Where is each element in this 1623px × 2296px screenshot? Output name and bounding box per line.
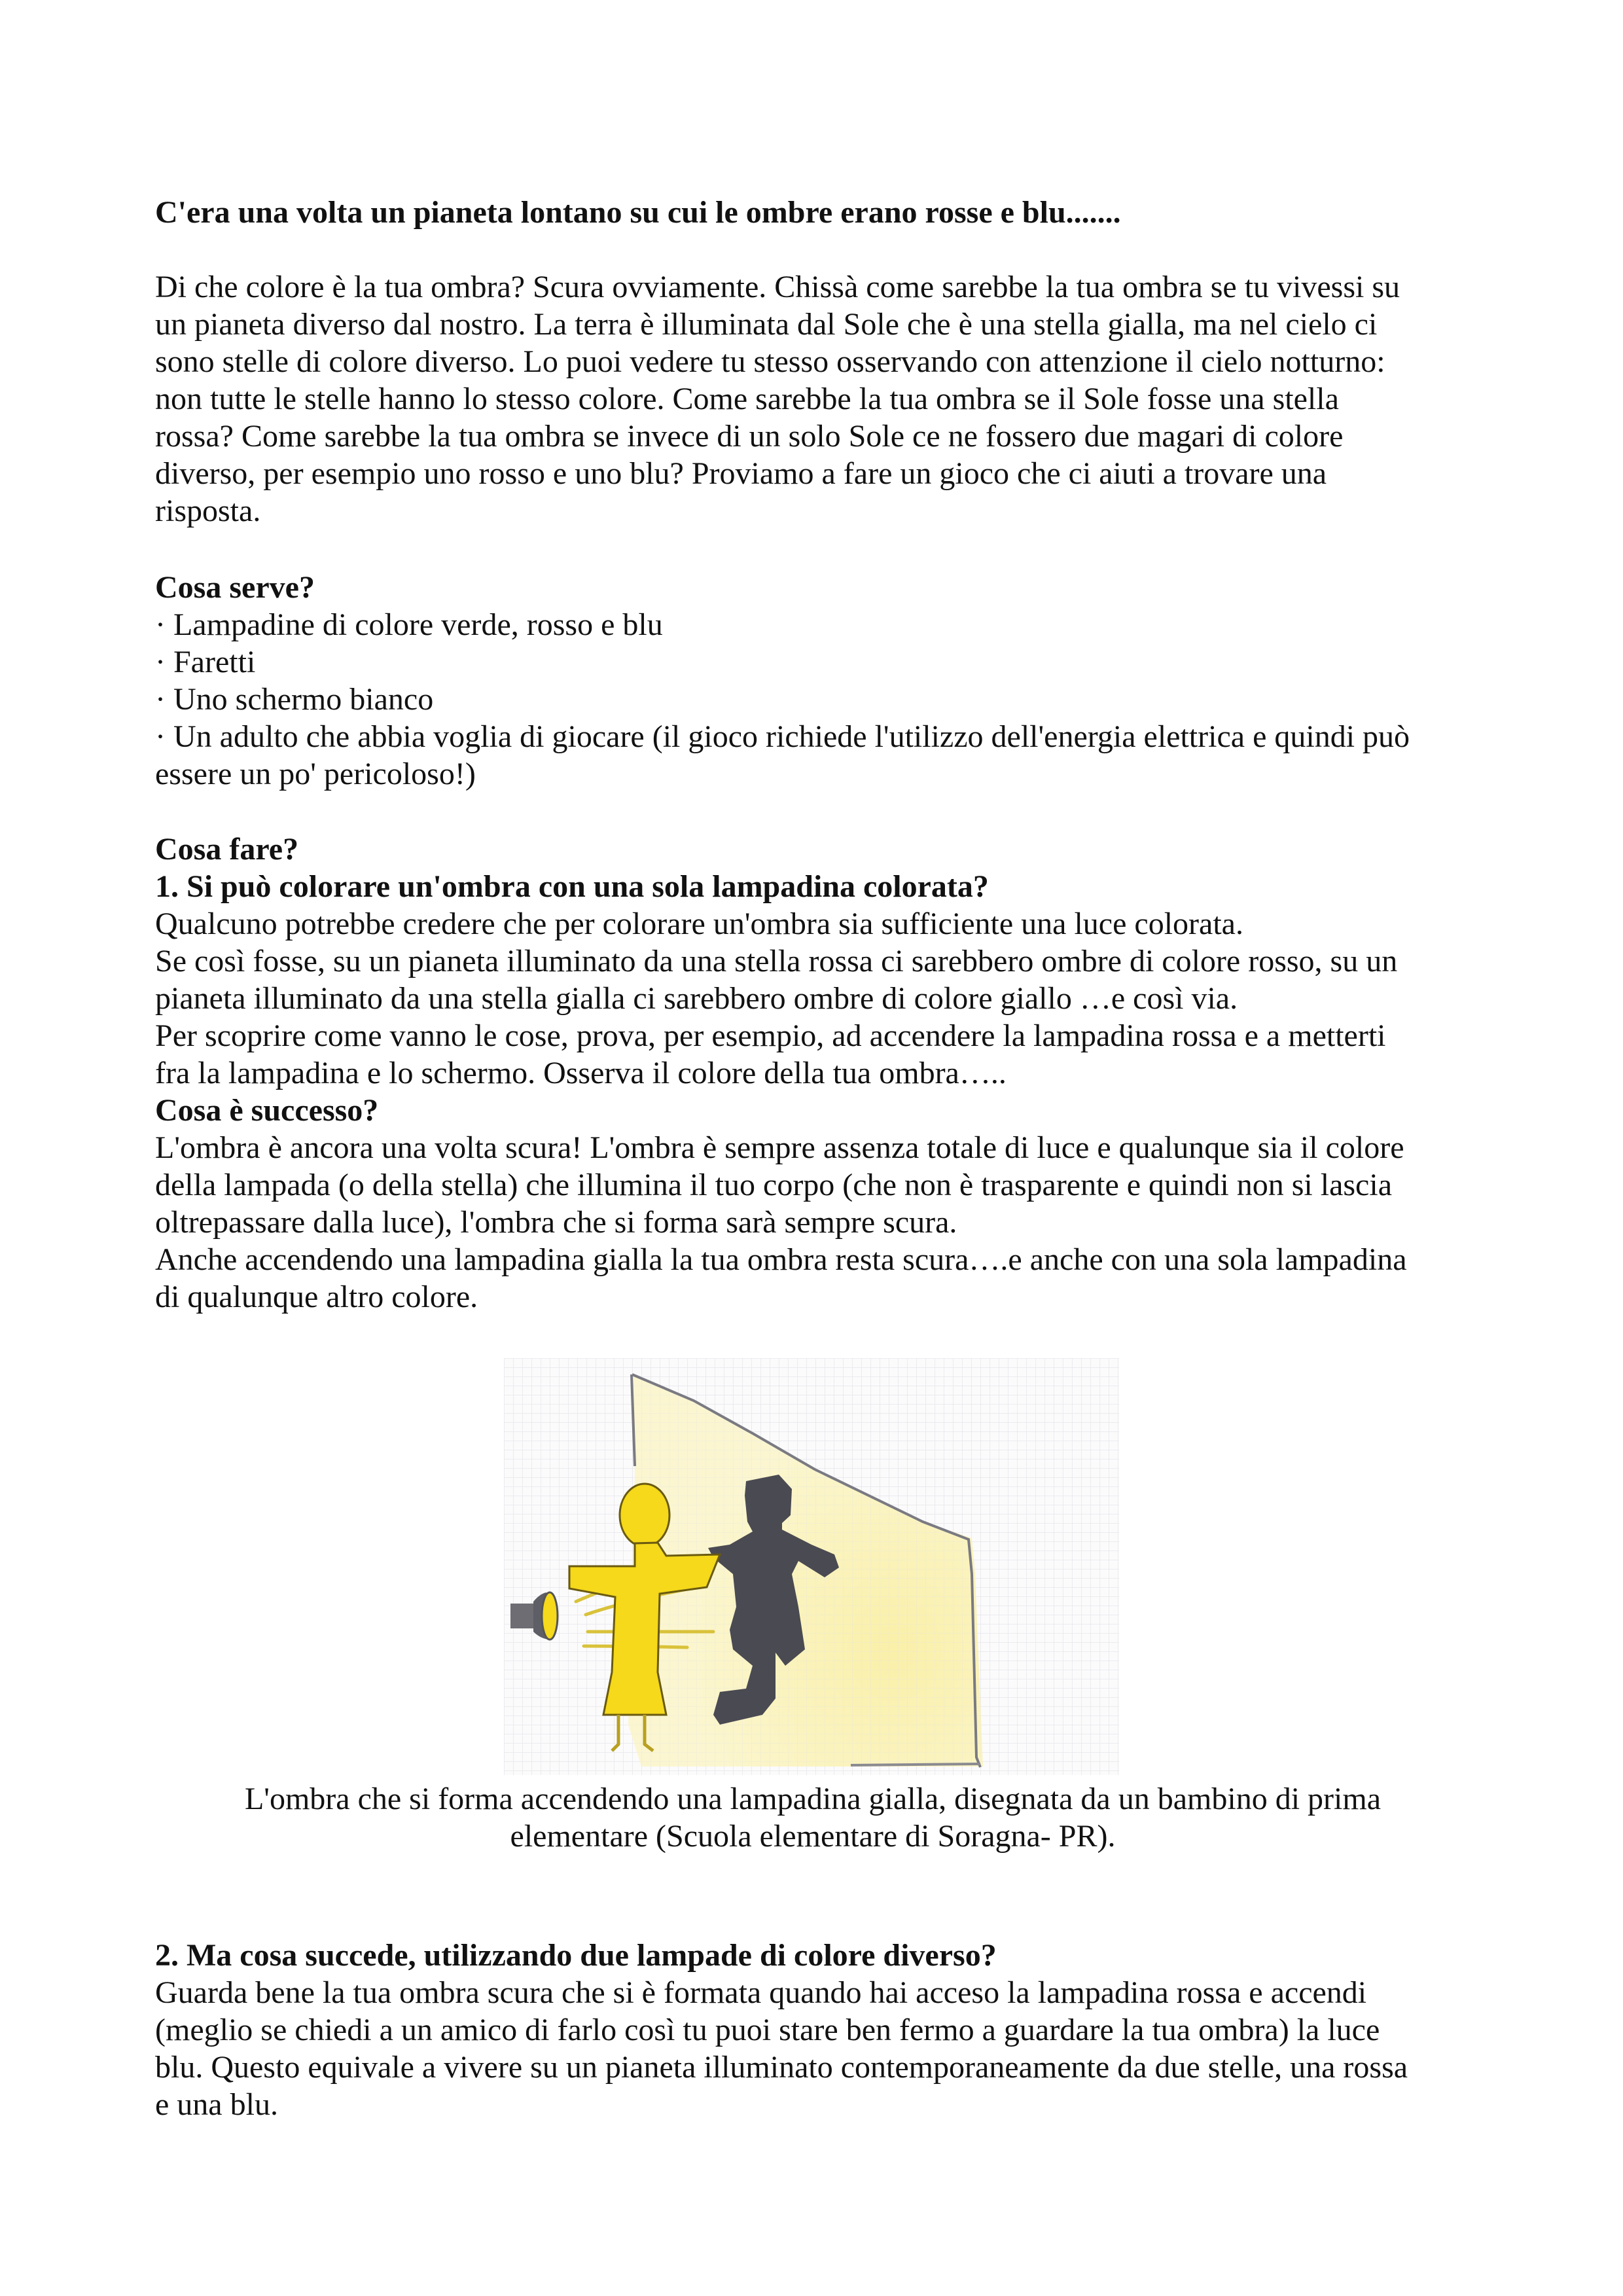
- step2-line: blu. Questo equivale a vivere su un pianeta illuminato contemporaneamente da due stelle, una rossa: [155, 2050, 1408, 2085]
- step2-line: Guarda bene la tua ombra scura che si è formata quando hai acceso la lampadina rossa e accendi: [155, 1975, 1367, 2010]
- materials-item: · Uno schermo bianco: [155, 682, 434, 717]
- instructions-section: [155, 831, 1477, 1316]
- step1-line: Qualcuno potrebbe credere che per colorare un'ombra sia sufficiente una luce colorata.: [155, 906, 1243, 941]
- intro-line: risposta.: [155, 493, 261, 528]
- intro-line: Di che colore è la tua ombra? Scura ovviamente. Chissà come sarebbe la tua ombra se tu vivessi su: [155, 270, 1400, 304]
- step2-line: (meglio se chiedi a un amico di farlo così tu puoi stare ben fermo a guardare la tua ombra) la luce: [155, 2013, 1380, 2047]
- step1-line: Per scoprire come vanno le cose, prova, per esempio, ad accendere la lampadina rossa e a metterti: [155, 1018, 1386, 1053]
- step1-result-line: della lampada (o della stella) che illumina il tuo corpo (che non è trasparente e quindi non si lascia: [155, 1168, 1392, 1202]
- step2-section: [155, 1937, 1477, 2123]
- step1-result-heading: Cosa è successo?: [155, 1093, 379, 1128]
- step1-line: fra la lampadina e lo schermo. Osserva il colore della tua ombra…..: [155, 1056, 1007, 1090]
- intro-line: non tutte le stelle hanno lo stesso colore. Come sarebbe la tua ombra se il Sole fosse una stella: [155, 382, 1339, 416]
- step1-result-line: L'ombra è ancora una volta scura! L'ombra è sempre assenza totale di luce e qualunque sia il colore: [155, 1130, 1404, 1165]
- document-title: C'era una volta un pianeta lontano su cui le ombre erano rosse e blu.......: [155, 195, 1121, 230]
- step1-line: pianeta illuminato da una stella gialla ci sarebbero ombre di colore giallo …e così via.: [155, 981, 1238, 1016]
- caption-line: L'ombra che si forma accendendo una lampadina gialla, disegnata da un bambino di prima: [244, 1782, 1382, 1816]
- materials-item: essere un po' pericoloso!): [155, 757, 476, 791]
- intro-paragraph: [155, 268, 1477, 529]
- caption-line: elementare (Scuola elementare di Soragna- PR).: [510, 1819, 1116, 1854]
- step2-heading: 2. Ma cosa succede, utilizzando due lampade di colore diverso?: [155, 1938, 997, 1973]
- step2-line: e una blu.: [155, 2087, 278, 2122]
- intro-line: un pianeta diverso dal nostro. La terra è illuminata dal Sole che è una stella gialla, ma nel cielo ci: [155, 307, 1378, 342]
- materials-section: [155, 569, 1477, 793]
- step1-result-line: Anche accendendo una lampadina gialla la tua ombra resta scura….e anche con una sola lampadina: [155, 1242, 1407, 1277]
- materials-item: · Faretti: [155, 645, 256, 679]
- intro-line: sono stelle di colore diverso. Lo puoi vedere tu stesso osservando con attenzione il cielo notturno:: [155, 344, 1385, 379]
- instructions-heading: Cosa fare?: [155, 832, 299, 867]
- materials-item: · Un adulto che abbia voglia di giocare (il gioco richiede l'utilizzo dell'energia elettrica e quindi può: [155, 719, 1410, 754]
- figure-caption: [155, 1780, 1471, 1855]
- intro-line: rossa? Come sarebbe la tua ombra se invece di un solo Sole ce ne fossero due magari di colore: [155, 419, 1344, 454]
- step1-result-line: di qualunque altro colore.: [155, 1280, 478, 1314]
- materials-item: · Lampadine di colore verde, rosso e blu: [155, 607, 663, 642]
- step1-result-line: oltrepassare dalla luce), l'ombra che si forma sarà sempre scura.: [155, 1205, 957, 1240]
- intro-line: diverso, per esempio uno rosso e uno blu? Proviamo a fare un gioco che ci aiuti a trovare una: [155, 456, 1327, 491]
- step1-line: Se così fosse, su un pianeta illuminato da una stella rossa ci sarebbero ombre di colore rosso, su un: [155, 944, 1398, 978]
- shadow-drawing-figure: [504, 1358, 1119, 1775]
- document-title-block: [155, 194, 1477, 231]
- shadow-drawing-illustration: [504, 1358, 1119, 1775]
- materials-heading: Cosa serve?: [155, 570, 315, 605]
- step1-heading: 1. Si può colorare un'ombra con una sola lampadina colorata?: [155, 869, 989, 904]
